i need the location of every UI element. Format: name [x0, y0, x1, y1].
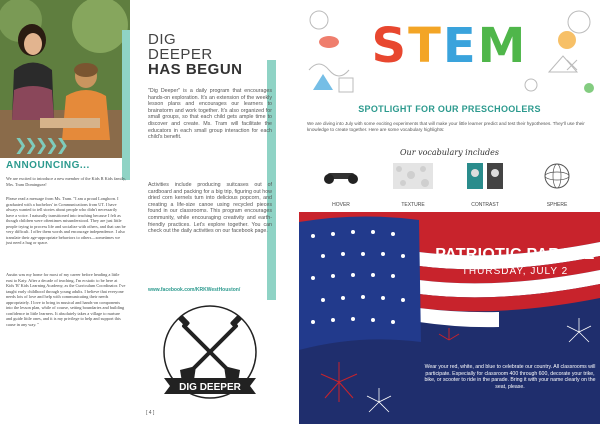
- vocabulary-heading: Our vocabulary includes: [399, 148, 499, 157]
- announcement-heading: ANNOUNCING...: [6, 160, 90, 171]
- parade-title: PATRIOTIC PARADE: [435, 246, 595, 263]
- contrast-icon: [465, 163, 505, 189]
- announcement-paragraph: We are excited to introduce a new member of the Kids R Kids family, Mrs. Tram Dominguez!: [6, 176, 126, 187]
- vocab-item-texture: [383, 163, 443, 208]
- preschool-paragraph: We are diving into July with some exciting experiments that will make your little learner predict and test their hypotheses. They'll use their knowledge to create together. Here are some vocabulary highlights:: [307, 121, 585, 132]
- spotlight-heading: SPOTLIGHT FOR OUR PRESCHOOLERS: [358, 104, 541, 114]
- flag-illustration: [299, 212, 600, 424]
- vocab-label: HOVER: [332, 202, 350, 208]
- section-title-bold: HAS BEGUN: [148, 61, 243, 78]
- program-paragraph: "Dig Deeper" is a daily program that encourages hands-on exploration. It's an extension of the weekly lesson plans and encourages our learners to brainstorm and work together. It's also organized for small groups, so that each child gets ample time to discover and create. Ms. Tram will facilitate the educators in each small group interaction for each child's benefit.: [148, 88, 272, 141]
- announcement-paragraph: Austin was my home for most of my career before heading a little east to Katy. After a decade of teaching, I'm ecstatic to be here at Kids 'R' Kids Learning Academy, as the Curriculum Coordinator. I've taught early childhood through young adults. I believe that everyone needs lots of love and help with communicating their needs appropriately. I love to bring in musical and hands-on components into the lesson plan, while of course, setting boundaries and building confidence in little learners. It absolutely takes a village to nurture and guide little ones, and it is my privilege to help and support this cause in any way. ": [6, 272, 126, 327]
- vocab-item-contrast: [455, 163, 515, 208]
- section-title: DIG: [148, 31, 177, 48]
- page-number: [ 4 ]: [146, 410, 155, 416]
- chevron-right-icon: ❯❯❯❯❯: [14, 135, 67, 154]
- announcement-paragraph: Please read a message from Ms. Tram. "I am a proud Longhorn. I graduated with a bachelors' in Communications from UT. I have always wanted to tell stories about people who didn't necessarily have a voice. I naturally transitioned into teaching because I felt as though children were oftentimes misunderstood. They are just little people trying to process life and socialize with others, and that can be very difficult. I offer them words and encourage independence. I also translate their age-appropriate behaviors to others—sometimes we just need a hug or space.: [6, 196, 126, 245]
- sphere-icon: [537, 163, 577, 189]
- stem-banner: [299, 0, 600, 100]
- parade-section: [299, 212, 600, 424]
- decorative-strip: [122, 30, 130, 180]
- stem-column: [299, 0, 600, 424]
- vocab-item-hover: [311, 163, 371, 208]
- section-title: DEEPER: [148, 46, 213, 63]
- vocab-label: SPHERE: [546, 202, 568, 208]
- dig-deeper-logo: [158, 300, 262, 404]
- parade-description: Wear your red, white, and blue to celebrate our country. All classrooms will participate. Especially for classroom 400 through 600, decorate your trike, bike, or scooter to ride in the parade. Bring it with your name clearly on the seat, please.: [424, 364, 596, 390]
- vocab-label: TEXTURE: [401, 202, 425, 208]
- vocab-label: CONTRAST: [471, 202, 499, 208]
- program-paragraph: Activities include producing suitcases out of cardboard and packing for a big trip, figuring out how dried corn kernels turn into delicious popcorn, and creating a life-size canoe using recycled pieces found in our classrooms. This program encourages community, while encouraging creativity and earth-friendly practices. Let's explore together. You can check out the daily activities on our facebook page.: [148, 182, 272, 235]
- announcement-column: [0, 0, 130, 424]
- parade-date: THURSDAY, JULY 2: [461, 266, 569, 277]
- facebook-link[interactable]: www.facebook.com/KRKWestHouston/: [148, 287, 241, 293]
- stem-letter: E: [442, 18, 478, 74]
- hoverboard-icon: [321, 163, 361, 189]
- stem-letter: S: [371, 18, 409, 74]
- vocab-item-sphere: [527, 163, 587, 208]
- logo-text: DIG DEEPER: [179, 382, 241, 393]
- stem-letter: M: [477, 18, 528, 74]
- dig-deeper-column: [140, 0, 292, 424]
- stem-letter: T: [408, 18, 443, 74]
- texture-icon: [393, 163, 433, 189]
- stem-heading: [299, 18, 600, 74]
